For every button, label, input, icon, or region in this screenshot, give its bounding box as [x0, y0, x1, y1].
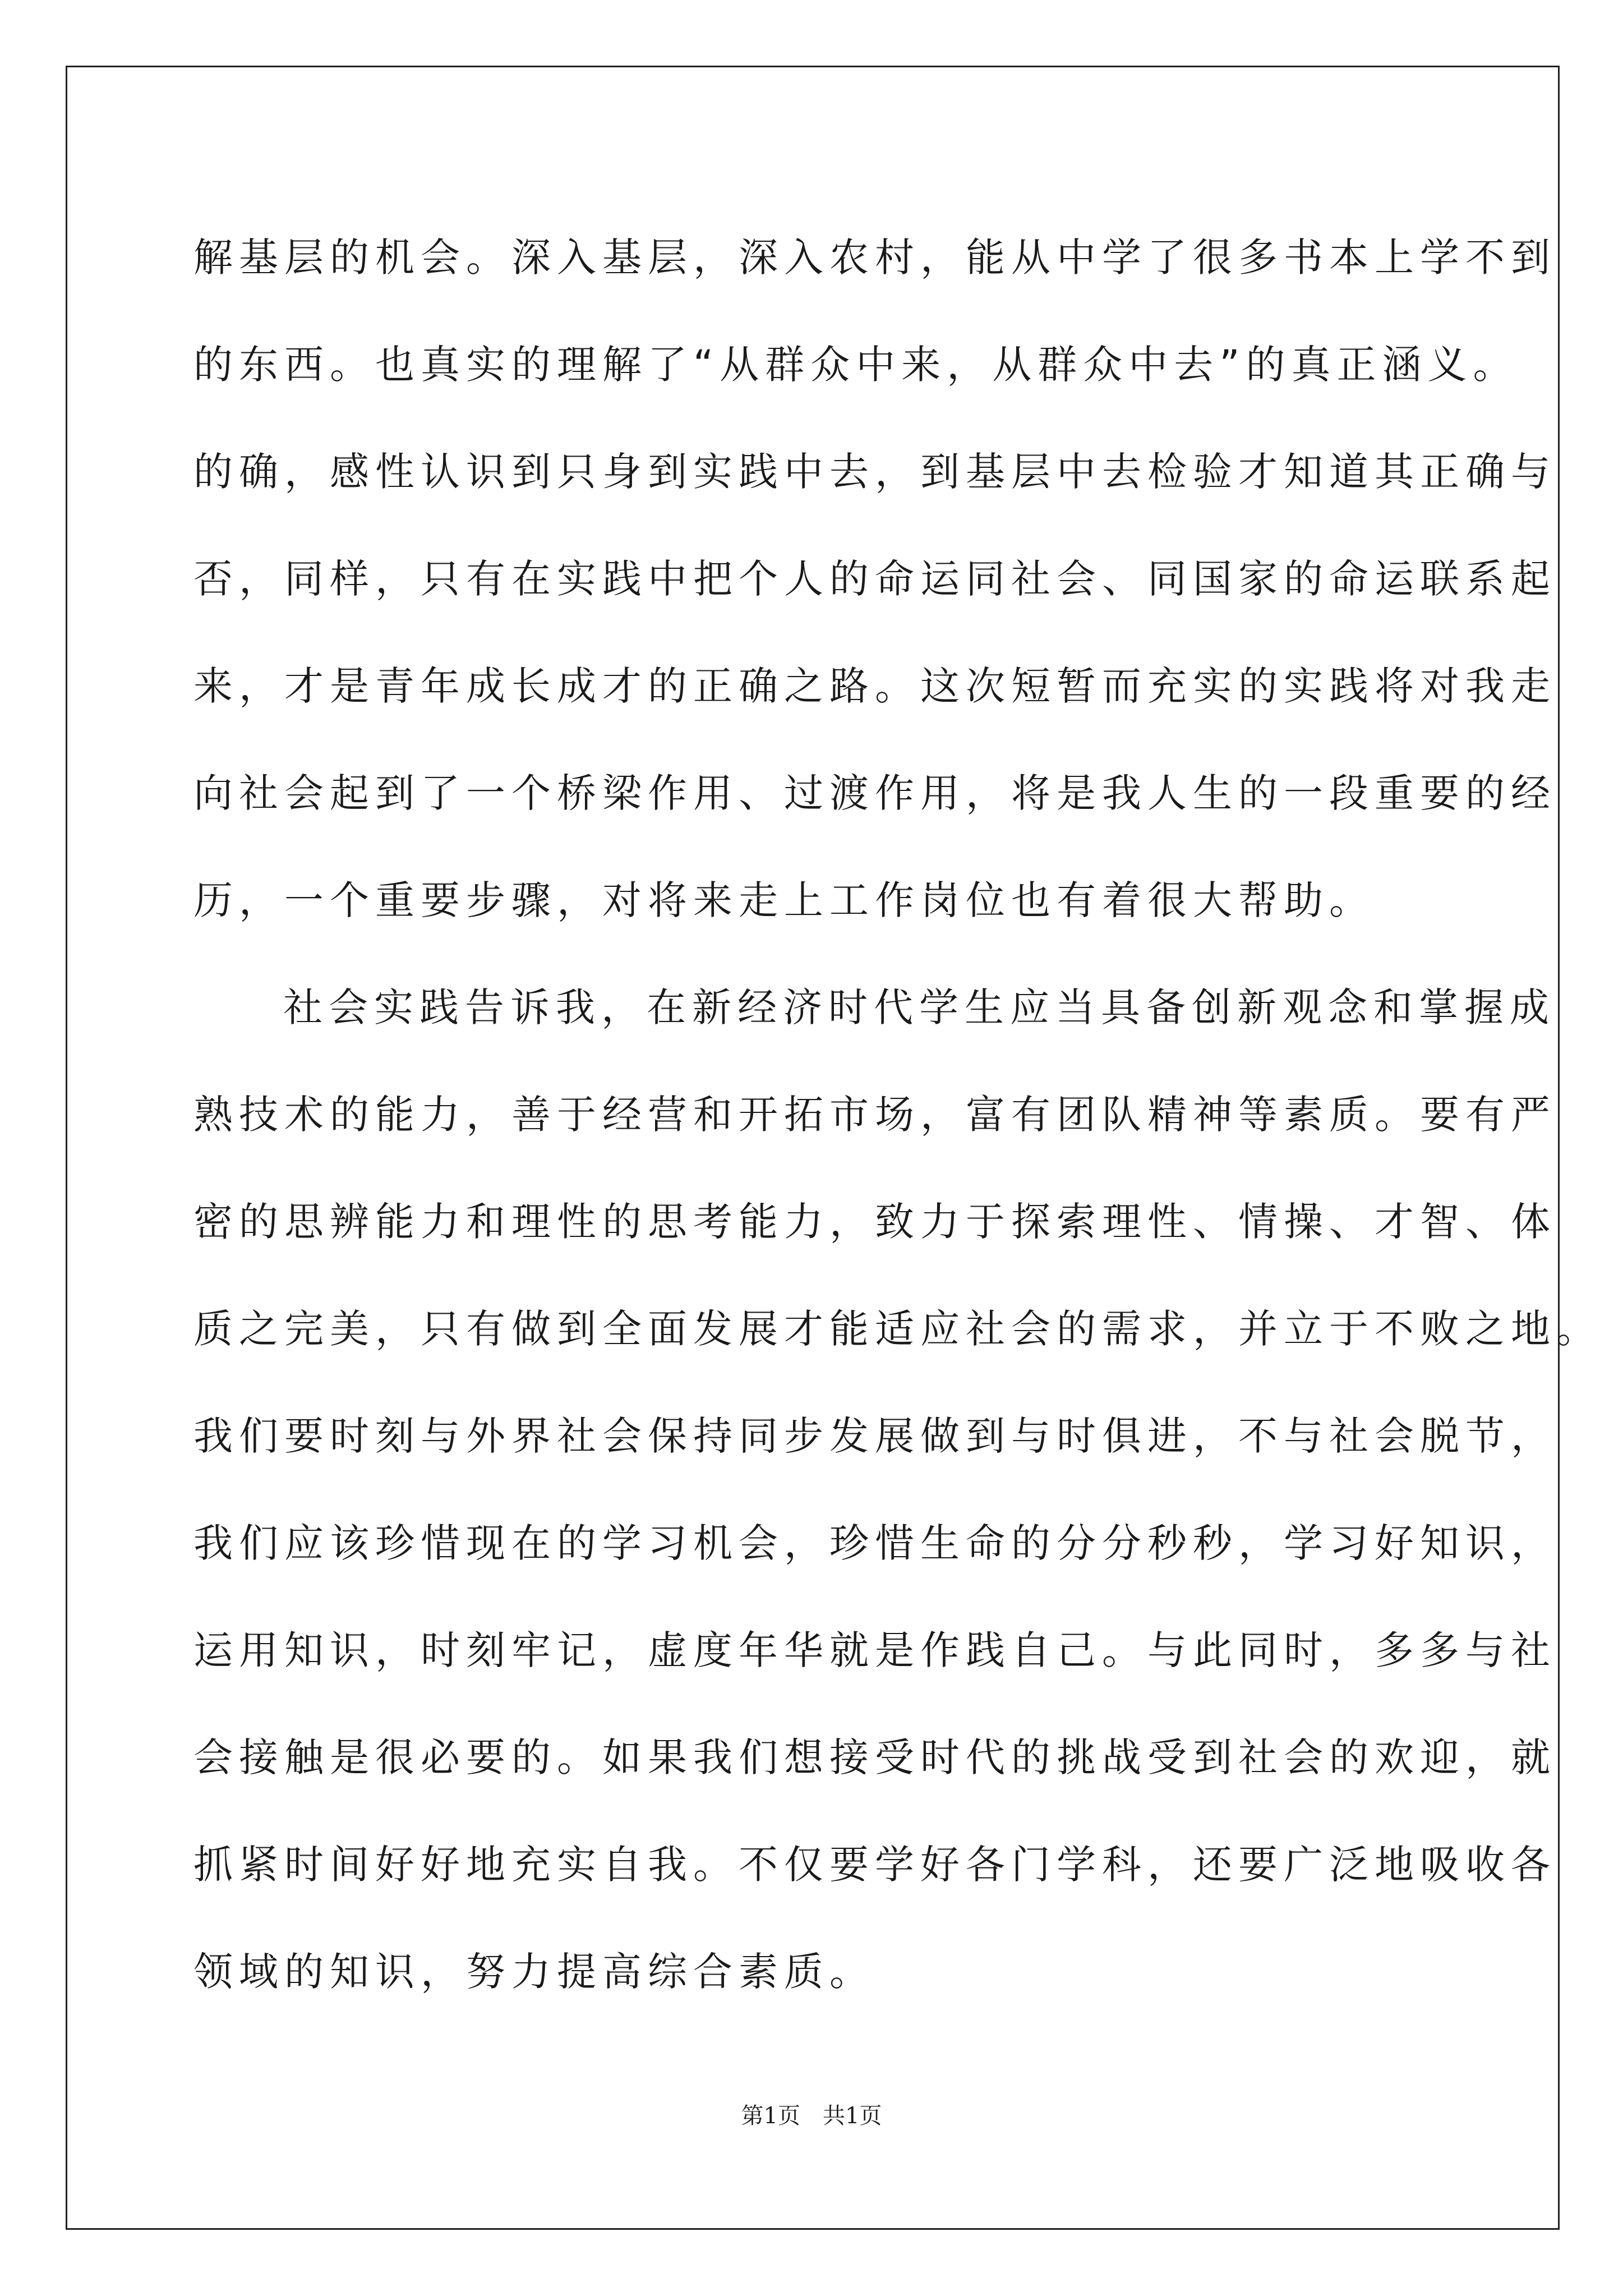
text-line: 向社会起到了一个桥梁作用、过渡作用，将是我人生的一段重要的经 — [193, 770, 1556, 816]
document-body — [193, 204, 1602, 2026]
text-line: 历，一个重要步骤，对将来走上工作岗位也有着很大帮助。 — [193, 877, 1375, 923]
text-line: 来，才是青年成长成才的正确之路。这次短暂而充实的实践将对我走 — [193, 663, 1556, 709]
text-line: 运用知识，时刻牢记，虚度年华就是作践自己。与此同时，多多与社 — [193, 1627, 1556, 1673]
text-line: 抓紧时间好好地充实自我。不仅要学好各门学科，还要广泛地吸收各 — [193, 1842, 1556, 1888]
page-number-footer: 第1页 共1页 — [741, 2103, 882, 2129]
text-line: 否，同样，只有在实践中把个人的命运同社会、同国家的命运联系起 — [193, 556, 1556, 602]
text-line: 领域的知识，努力提高综合素质。 — [193, 1949, 875, 1995]
text-line: 我们应该珍惜现在的学习机会，珍惜生命的分分秒秒，学习好知识， — [193, 1520, 1556, 1566]
text-line: 的确，感性认识到只身到实践中去，到基层中去检验才知道其正确与 — [193, 449, 1556, 495]
text-line: 会接触是很必要的。如果我们想接受时代的挑战受到社会的欢迎，就 — [193, 1734, 1556, 1780]
text-line: 解基层的机会。深入基层，深入农村，能从中学了很多书本上学不到 — [193, 234, 1556, 280]
text-line: 熟技术的能力，善于经营和开拓市场，富有团队精神等素质。要有严 — [193, 1092, 1556, 1138]
paragraph-first-line: 社会实践告诉我，在新经济时代学生应当具备创新观念和掌握成 — [283, 984, 1555, 1030]
text-line: 我们要时刻与外界社会保持同步发展做到与时俱进，不与社会脱节， — [193, 1413, 1556, 1459]
text-line: 密的思辨能力和理性的思考能力，致力于探索理性、情操、才智、体 — [193, 1199, 1556, 1245]
text-line: 质之完美，只有做到全面发展才能适应社会的需求，并立于不败之地。 — [193, 1306, 1602, 1352]
text-line: 的东西。也真实的理解了“从群众中来，从群众中去”的真正涵义。 — [193, 342, 1519, 388]
